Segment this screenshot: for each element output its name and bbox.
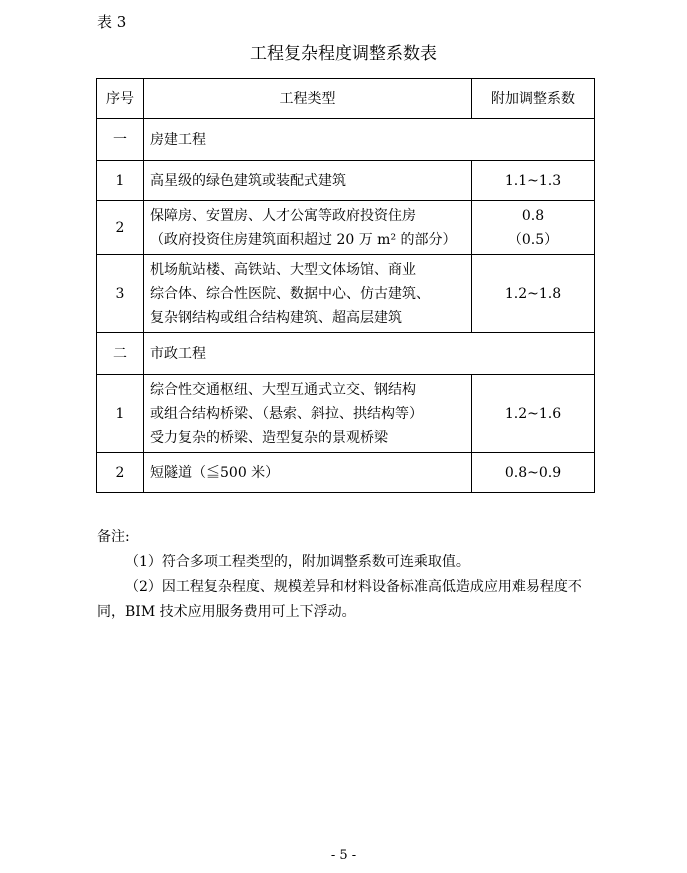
row-no: 2 [97, 453, 144, 493]
row-type-line: 复杂钢结构或组合结构建筑、超高层建筑 [150, 309, 402, 326]
row-no: 1 [97, 375, 144, 453]
section-row [97, 333, 595, 375]
table-header-row [97, 79, 595, 119]
row-type [144, 255, 472, 333]
header-cell-coef: 附加调整系数 [472, 79, 595, 119]
row-coef [472, 161, 595, 201]
section-id: 二 [97, 333, 144, 375]
row-type-line: 综合体、综合性医院、数据中心、仿古建筑、 [150, 285, 430, 302]
row-type-line: 保障房、安置房、人才公寓等政府投资住房 [150, 207, 416, 224]
row-coef-line: 0.8 [521, 207, 545, 224]
note-item: （1）符合多项工程类型的，附加调整系数可连乘取值。 [125, 554, 470, 570]
row-type [144, 161, 472, 201]
row-coef [472, 453, 595, 493]
row-type-line: （政府投资住房建筑面积超过 20 万 m² 的部分） [150, 231, 457, 248]
row-type-line: 高星级的绿色建筑或装配式建筑 [150, 172, 346, 189]
table-row [97, 201, 595, 255]
row-type [144, 453, 472, 493]
row-coef-line: 1.2~1.6 [504, 405, 562, 422]
coefficient-table [96, 78, 595, 493]
row-coef [472, 375, 595, 453]
row-type [144, 201, 472, 255]
row-coef [472, 255, 595, 333]
row-coef [472, 201, 595, 255]
document-title: 工程复杂程度调整系数表 [250, 44, 437, 64]
row-type [144, 375, 472, 453]
row-type-line: 或组合结构桥梁、（悬索、斜拉、拱结构等） [150, 405, 423, 422]
table-row [97, 255, 595, 333]
table-row [97, 161, 595, 201]
row-coef-line: 0.8~0.9 [504, 464, 562, 481]
section-row [97, 119, 595, 161]
notes [97, 525, 593, 625]
row-type-line: 综合性交通枢纽、大型互通式立交、钢结构 [150, 381, 416, 398]
row-coef-line: 1.1~1.3 [504, 172, 562, 189]
table-row [97, 453, 595, 493]
row-type-line: 受力复杂的桥梁、造型复杂的景观桥梁 [150, 429, 388, 446]
notes-heading: 备注: [97, 529, 130, 545]
header-cell-type: 工程类型 [144, 79, 472, 119]
row-type-line: 短隧道（≦500 米） [150, 464, 280, 481]
table-label: 表 3 [97, 13, 127, 31]
row-no: 1 [97, 161, 144, 201]
section-name: 市政工程 [144, 333, 595, 375]
row-no: 2 [97, 201, 144, 255]
section-name: 房建工程 [144, 119, 595, 161]
row-type-line: 机场航站楼、高铁站、大型文体场馆、商业 [150, 261, 416, 278]
section-id: 一 [97, 119, 144, 161]
row-no: 3 [97, 255, 144, 333]
note-item: （2）因工程复杂程度、规模差异和材料设备标准高低造成应用难易程度不同，BIM 技术应用服务费用可上下浮动。 [97, 579, 582, 620]
row-coef-line: （0.5） [507, 231, 559, 248]
table-row [97, 375, 595, 453]
header-cell-no: 序号 [97, 79, 144, 119]
row-coef-line: 1.2~1.8 [504, 285, 562, 302]
page-number: - 5 - [330, 848, 357, 863]
